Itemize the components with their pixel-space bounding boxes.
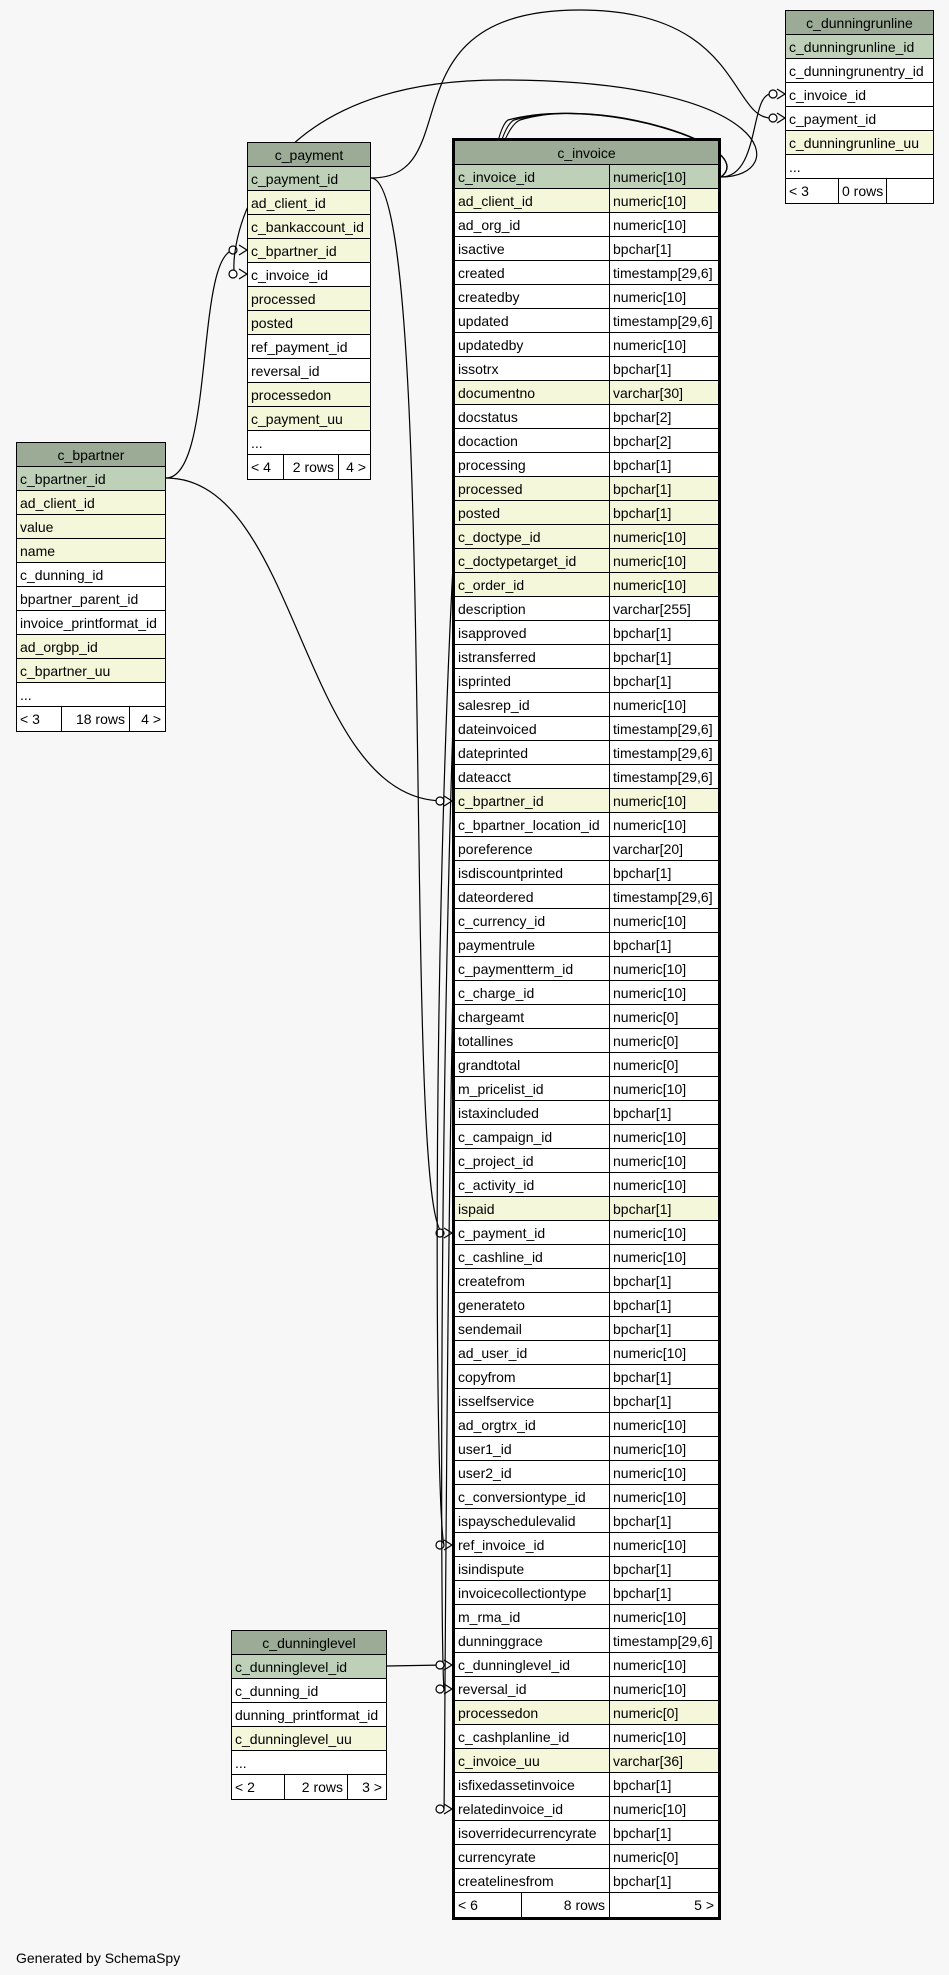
column-type: bpchar[1]	[609, 1869, 718, 1892]
parents-count: < 6	[458, 1897, 478, 1913]
column-row	[455, 645, 718, 669]
column-row: ad_orgbp_id	[17, 635, 165, 659]
many-end-marker	[436, 1661, 444, 1669]
column-row	[455, 957, 718, 981]
column-name: istransferred	[458, 649, 536, 665]
column-row	[455, 1581, 718, 1605]
column-row: processedon	[248, 383, 370, 407]
column-name: ref_invoice_id	[458, 1537, 545, 1553]
column-type: numeric[10]	[609, 909, 718, 932]
column-row	[455, 1869, 718, 1893]
column-row: reversal_id	[248, 359, 370, 383]
column-type: numeric[10]	[609, 165, 718, 188]
column-name: totallines	[458, 1033, 514, 1049]
column-row	[455, 1725, 718, 1749]
column-type: numeric[10]	[609, 1653, 718, 1676]
column-row	[455, 1269, 718, 1293]
column-name: dateprinted	[458, 745, 529, 761]
column-row	[455, 1077, 718, 1101]
column-type: timestamp[29,6]	[609, 1629, 718, 1652]
column-row: dunning_printformat_id	[232, 1703, 386, 1727]
column-row	[455, 789, 718, 813]
column-type: numeric[10]	[609, 1605, 718, 1628]
column-type: numeric[10]	[609, 549, 718, 572]
column-name: c_doctypetarget_id	[458, 553, 577, 569]
column-name: updated	[458, 313, 509, 329]
column-type: numeric[10]	[609, 1077, 718, 1100]
column-name: c_conversiontype_id	[458, 1489, 586, 1505]
column-name: posted	[458, 505, 501, 521]
column-name: isapproved	[458, 625, 527, 641]
column-row	[455, 717, 718, 741]
column-row: ad_client_id	[17, 491, 165, 515]
column-row	[455, 1653, 718, 1677]
column-type: numeric[10]	[609, 1341, 718, 1364]
column-name: c_paymentterm_id	[458, 961, 574, 977]
row-count: 2 rows	[284, 1775, 347, 1799]
column-row	[455, 1605, 718, 1629]
column-type: bpchar[1]	[609, 1293, 718, 1316]
column-row: bpartner_parent_id	[17, 587, 165, 611]
column-type: numeric[10]	[609, 1677, 718, 1700]
column-type: bpchar[1]	[609, 669, 718, 692]
parents-count: < 2	[235, 1779, 255, 1795]
column-name: isprinted	[458, 673, 511, 689]
column-row: c_dunningrunline_id	[786, 35, 933, 59]
column-name: c_bpartner_id	[458, 793, 544, 809]
column-type: numeric[10]	[609, 1125, 718, 1148]
table-footer	[455, 1893, 718, 1917]
column-name: salesrep_id	[458, 697, 530, 713]
column-row	[455, 1245, 718, 1269]
column-type: timestamp[29,6]	[609, 309, 718, 332]
children-count: 5 >	[609, 1893, 718, 1917]
column-type: bpchar[1]	[609, 1365, 718, 1388]
column-type: numeric[10]	[609, 1149, 718, 1172]
column-row	[455, 477, 718, 501]
column-type: numeric[10]	[609, 957, 718, 980]
table-c-dunninglevel[interactable]	[231, 1630, 387, 1800]
column-name: ispayschedulevalid	[458, 1513, 576, 1529]
column-type: bpchar[1]	[609, 1509, 718, 1532]
column-name: c_invoice_uu	[458, 1753, 540, 1769]
column-type: bpchar[1]	[609, 1269, 718, 1292]
crows-foot-marker	[444, 1804, 452, 1814]
column-row: c_bpartner_id	[248, 239, 370, 263]
column-row	[455, 381, 718, 405]
column-row: ...	[786, 155, 933, 179]
column-type: bpchar[1]	[609, 1581, 718, 1604]
column-row	[455, 1509, 718, 1533]
generated-by-footer: Generated by SchemaSpy	[16, 1950, 181, 1966]
column-name: paymentrule	[458, 937, 536, 953]
table-c-dunningrunline[interactable]	[785, 10, 934, 204]
column-row: c_invoice_id	[248, 263, 370, 287]
column-row: ...	[248, 431, 370, 455]
column-name: isoverridecurrencyrate	[458, 1825, 597, 1841]
column-row	[455, 165, 718, 189]
column-name: c_cashplanline_id	[458, 1729, 570, 1745]
column-type: bpchar[1]	[609, 1821, 718, 1844]
column-type: bpchar[2]	[609, 429, 718, 452]
many-end-marker	[769, 90, 777, 98]
row-count: 2 rows	[283, 455, 338, 479]
relationship-line	[721, 94, 771, 177]
children-count: 3 >	[347, 1775, 386, 1799]
column-name: relatedinvoice_id	[458, 1801, 564, 1817]
column-type: numeric[10]	[609, 1437, 718, 1460]
column-row	[455, 981, 718, 1005]
crows-foot-marker	[777, 89, 785, 99]
column-type: numeric[10]	[609, 1485, 718, 1508]
column-row	[455, 1365, 718, 1389]
column-row	[455, 909, 718, 933]
column-name: invoicecollectiontype	[458, 1585, 587, 1601]
column-row	[455, 1341, 718, 1365]
column-name: copyfrom	[458, 1369, 516, 1385]
many-end-marker	[436, 1685, 444, 1693]
column-row	[455, 1773, 718, 1797]
column-type: numeric[0]	[609, 1029, 718, 1052]
row-count: 0 rows	[838, 179, 886, 203]
column-row	[455, 1101, 718, 1125]
column-row	[455, 333, 718, 357]
column-type: bpchar[1]	[609, 933, 718, 956]
column-name: grandtotal	[458, 1057, 521, 1073]
children-count: 4 >	[338, 455, 370, 479]
column-row: c_dunningrunline_uu	[786, 131, 933, 155]
column-row	[455, 1557, 718, 1581]
column-name: m_rma_id	[458, 1609, 521, 1625]
column-type: numeric[10]	[609, 789, 718, 812]
column-row	[455, 813, 718, 837]
column-name: dateinvoiced	[458, 721, 537, 737]
column-type: numeric[10]	[609, 1221, 718, 1244]
column-name: docstatus	[458, 409, 518, 425]
column-type: numeric[10]	[609, 1797, 718, 1820]
column-row: c_bankaccount_id	[248, 215, 370, 239]
column-row	[455, 1125, 718, 1149]
column-type: bpchar[1]	[609, 1389, 718, 1412]
parents-count: < 3	[20, 711, 40, 727]
column-name: isactive	[458, 241, 505, 257]
crows-foot-marker	[777, 113, 785, 123]
column-name: currencyrate	[458, 1849, 536, 1865]
column-type: bpchar[2]	[609, 405, 718, 428]
column-name: reversal_id	[458, 1681, 527, 1697]
column-type: bpchar[1]	[609, 1101, 718, 1124]
column-row	[455, 1437, 718, 1461]
column-row: c_invoice_id	[786, 83, 933, 107]
column-row	[455, 357, 718, 381]
column-type: bpchar[1]	[609, 477, 718, 500]
column-name: c_campaign_id	[458, 1129, 553, 1145]
column-type: numeric[0]	[609, 1005, 718, 1028]
column-row	[455, 1029, 718, 1053]
column-name: processed	[458, 481, 523, 497]
column-row	[455, 597, 718, 621]
column-type: numeric[0]	[609, 1053, 718, 1076]
column-type: bpchar[1]	[609, 1557, 718, 1580]
column-name: isdiscountprinted	[458, 865, 564, 881]
column-row	[455, 1317, 718, 1341]
parents-count: < 4	[251, 459, 271, 475]
column-name: docaction	[458, 433, 518, 449]
column-name: c_cashline_id	[458, 1249, 543, 1265]
column-name: c_doctype_id	[458, 529, 541, 545]
column-name: generateto	[458, 1297, 525, 1313]
column-row: value	[17, 515, 165, 539]
column-row	[455, 1533, 718, 1557]
column-name: c_currency_id	[458, 913, 546, 929]
column-type: bpchar[1]	[609, 501, 718, 524]
relationship-line	[371, 178, 444, 1233]
column-row	[455, 213, 718, 237]
column-type: numeric[10]	[609, 1725, 718, 1748]
column-row: ref_payment_id	[248, 335, 370, 359]
column-type: varchar[20]	[609, 837, 718, 860]
table-footer	[232, 1775, 386, 1799]
column-row	[455, 1701, 718, 1725]
table-c-payment[interactable]	[247, 142, 371, 480]
column-row	[455, 237, 718, 261]
column-row	[455, 1461, 718, 1485]
column-row: ...	[232, 1751, 386, 1775]
column-type: numeric[10]	[609, 981, 718, 1004]
column-type: numeric[0]	[609, 1701, 718, 1724]
column-row: c_dunning_id	[232, 1679, 386, 1703]
column-row: name	[17, 539, 165, 563]
column-row: c_dunninglevel_uu	[232, 1727, 386, 1751]
column-name: user2_id	[458, 1465, 512, 1481]
column-name: dunninggrace	[458, 1633, 543, 1649]
column-name: c_dunninglevel_id	[458, 1657, 571, 1673]
column-name: poreference	[458, 841, 533, 857]
column-type: bpchar[1]	[609, 861, 718, 884]
column-name: user1_id	[458, 1441, 512, 1457]
crows-foot-marker	[444, 1228, 452, 1238]
column-type: numeric[10]	[609, 1173, 718, 1196]
column-name: c_payment_id	[458, 1225, 546, 1241]
column-name: chargeamt	[458, 1009, 525, 1025]
crows-foot-marker	[239, 269, 247, 279]
column-row	[455, 573, 718, 597]
table-footer	[248, 455, 370, 479]
column-type: timestamp[29,6]	[609, 741, 718, 764]
column-name: issotrx	[458, 361, 499, 377]
column-type: numeric[10]	[609, 189, 718, 212]
column-name: ad_org_id	[458, 217, 521, 233]
column-row	[455, 285, 718, 309]
crows-foot-marker	[444, 1540, 452, 1550]
row-count: 18 rows	[61, 707, 129, 731]
column-row	[455, 1485, 718, 1509]
column-row: c_payment_id	[248, 167, 370, 191]
column-row	[455, 1677, 718, 1701]
column-row	[455, 1629, 718, 1653]
column-name: ad_client_id	[458, 193, 533, 209]
column-name: createfrom	[458, 1273, 525, 1289]
column-type: bpchar[1]	[609, 1773, 718, 1796]
column-name: c_order_id	[458, 577, 525, 593]
column-row	[455, 189, 718, 213]
column-type: numeric[10]	[609, 693, 718, 716]
column-row	[455, 429, 718, 453]
column-name: isindispute	[458, 1561, 525, 1577]
column-type: timestamp[29,6]	[609, 261, 718, 284]
column-row	[455, 549, 718, 573]
column-row	[455, 1389, 718, 1413]
column-type: numeric[10]	[609, 1413, 718, 1436]
table-c-bpartner[interactable]	[16, 442, 166, 732]
column-row: posted	[248, 311, 370, 335]
table-footer	[786, 179, 933, 203]
column-row: c_dunningrunentry_id	[786, 59, 933, 83]
column-row	[455, 525, 718, 549]
column-row	[455, 621, 718, 645]
column-type: bpchar[1]	[609, 621, 718, 644]
table-title: c_dunningrunline	[786, 11, 933, 35]
column-row	[455, 1845, 718, 1869]
column-name: createlinesfrom	[458, 1873, 554, 1889]
table-c-invoice[interactable]	[452, 138, 721, 1920]
crows-foot-marker	[239, 245, 247, 255]
column-name: c_bpartner_location_id	[458, 817, 600, 833]
children-count: 4 >	[129, 707, 165, 731]
column-row	[455, 309, 718, 333]
column-row	[455, 765, 718, 789]
column-row: invoice_printformat_id	[17, 611, 165, 635]
relationship-line	[166, 478, 444, 801]
column-name: isfixedassetinvoice	[458, 1777, 575, 1793]
column-row: c_dunninglevel_id	[232, 1655, 386, 1679]
table-footer	[17, 707, 165, 731]
many-end-marker	[436, 797, 444, 805]
column-type: bpchar[1]	[609, 1317, 718, 1340]
column-name: dateacct	[458, 769, 511, 785]
column-name: ad_orgtrx_id	[458, 1417, 536, 1433]
relationship-line	[166, 250, 235, 478]
row-count: 8 rows	[521, 1893, 609, 1917]
column-name: ad_user_id	[458, 1345, 528, 1361]
column-row	[455, 693, 718, 717]
column-name: processedon	[458, 1705, 539, 1721]
column-row	[455, 1221, 718, 1245]
column-type: numeric[10]	[609, 813, 718, 836]
column-name: documentno	[458, 385, 536, 401]
column-type: bpchar[1]	[609, 645, 718, 668]
column-name: istaxincluded	[458, 1105, 539, 1121]
column-type: timestamp[29,6]	[609, 717, 718, 740]
column-name: isselfservice	[458, 1393, 535, 1409]
column-type: timestamp[29,6]	[609, 885, 718, 908]
column-type: varchar[255]	[609, 597, 718, 620]
column-type: numeric[10]	[609, 333, 718, 356]
column-name: processing	[458, 457, 526, 473]
column-name: m_pricelist_id	[458, 1081, 544, 1097]
column-name: sendemail	[458, 1321, 522, 1337]
column-name: createdby	[458, 289, 520, 305]
column-row	[455, 453, 718, 477]
column-type: bpchar[1]	[609, 1197, 718, 1220]
column-row	[455, 933, 718, 957]
table-title: c_invoice	[455, 141, 718, 165]
column-row: ...	[17, 683, 165, 707]
column-type: bpchar[1]	[609, 453, 718, 476]
many-end-marker	[436, 1541, 444, 1549]
column-name: dateordered	[458, 889, 534, 905]
column-row	[455, 1749, 718, 1773]
column-row: c_payment_uu	[248, 407, 370, 431]
table-title: c_bpartner	[17, 443, 165, 467]
column-name: description	[458, 601, 526, 617]
column-name: created	[458, 265, 505, 281]
column-type: varchar[30]	[609, 381, 718, 404]
column-row	[455, 405, 718, 429]
column-row	[455, 1149, 718, 1173]
column-type: numeric[10]	[609, 1245, 718, 1268]
many-end-marker	[769, 114, 777, 122]
column-row	[455, 1197, 718, 1221]
column-row: c_payment_id	[786, 107, 933, 131]
column-row	[455, 1053, 718, 1077]
column-type: numeric[0]	[609, 1845, 718, 1868]
column-row	[455, 741, 718, 765]
column-row	[455, 861, 718, 885]
column-name: ispaid	[458, 1201, 495, 1217]
column-row	[455, 1293, 718, 1317]
column-row	[455, 1173, 718, 1197]
column-type: numeric[10]	[609, 1533, 718, 1556]
many-end-marker	[436, 1805, 444, 1813]
table-title: c_dunninglevel	[232, 1631, 386, 1655]
column-row	[455, 885, 718, 909]
column-row	[455, 1821, 718, 1845]
column-type: numeric[10]	[609, 1461, 718, 1484]
parents-count: < 3	[789, 183, 809, 199]
column-row: c_dunning_id	[17, 563, 165, 587]
column-type: bpchar[1]	[609, 357, 718, 380]
table-title: c_payment	[248, 143, 370, 167]
column-name: c_project_id	[458, 1153, 534, 1169]
column-row	[455, 669, 718, 693]
column-type: numeric[10]	[609, 525, 718, 548]
column-type: numeric[10]	[609, 285, 718, 308]
column-row	[455, 501, 718, 525]
column-row	[455, 1797, 718, 1821]
column-row: c_bpartner_uu	[17, 659, 165, 683]
column-type: varchar[36]	[609, 1749, 718, 1772]
column-row	[455, 1413, 718, 1437]
column-row: processed	[248, 287, 370, 311]
column-row	[455, 261, 718, 285]
column-name: c_invoice_id	[458, 169, 536, 185]
column-type: numeric[10]	[609, 213, 718, 236]
column-row: ad_client_id	[248, 191, 370, 215]
column-row	[455, 1005, 718, 1029]
many-end-marker	[229, 270, 237, 278]
children-count	[886, 179, 933, 203]
column-type: bpchar[1]	[609, 237, 718, 260]
column-name: updatedby	[458, 337, 524, 353]
column-type: numeric[10]	[609, 573, 718, 596]
column-name: c_charge_id	[458, 985, 535, 1001]
column-type: timestamp[29,6]	[609, 765, 718, 788]
column-name: c_activity_id	[458, 1177, 535, 1193]
column-row	[455, 837, 718, 861]
column-row: c_bpartner_id	[17, 467, 165, 491]
